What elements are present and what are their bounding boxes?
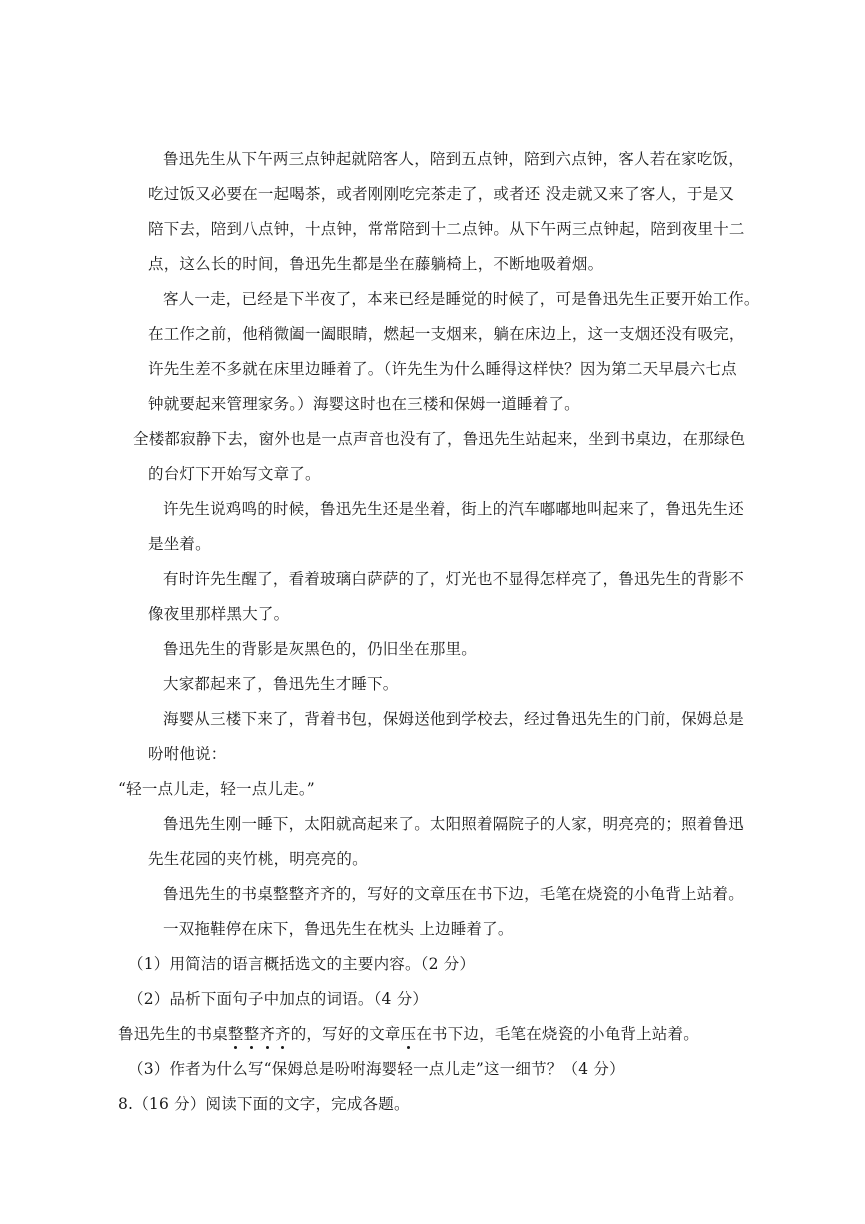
- question-2: （2）品析下面句子中加点的词语。（4 分）: [128, 990, 429, 1008]
- text-line: 先生花园的夹竹桃，明亮亮的。: [148, 850, 368, 868]
- text-line: 鲁迅先生的书桌整整齐齐的，写好的文章压在书下边，毛笔在烧瓷的小龟背上站着。: [163, 885, 744, 903]
- text-line: 有时许先生醒了，看着玻璃白萨萨的了，灯光也不显得怎样亮了，鲁迅先生的背影不: [163, 570, 744, 588]
- sentence-part: 在书下边，毛笔在烧瓷的小龟背上站着。: [416, 1025, 699, 1043]
- text-line: 陪下去，陪到八点钟，十点钟，常常陪到十二点钟。从下午两三点钟起，陪到夜里十二: [148, 220, 745, 238]
- text-line: 的台灯下开始写文章了。: [148, 465, 321, 483]
- quoted-line: “轻一点儿走，轻一点儿走。”: [118, 780, 315, 798]
- text-line: 是坐着。: [148, 535, 211, 553]
- text-line: 吩咐他说：: [148, 745, 227, 763]
- question-8-heading: 8.（16 分）阅读下面的文字，完成各题。: [118, 1095, 410, 1113]
- emphasized-char: 齐: [275, 1022, 291, 1044]
- text-line: 鲁迅先生刚一睡下，太阳就高起来了。太阳照着隔院子的人家，明亮亮的；照着鲁迅: [163, 815, 744, 833]
- text-line: 钟就要起来管理家务。）海婴这时也在三楼和保姆一道睡着了。: [148, 395, 580, 413]
- text-line: 在工作之前，他稍微阖一阖眼睛，燃起一支烟来，躺在床边上，这一支烟还没有吸完，: [148, 325, 745, 343]
- question-3: （3）作者为什么写“保姆总是吩咐海婴轻一点儿走”这一细节？（4 分）: [128, 1060, 625, 1078]
- emphasized-char: 整: [228, 1022, 244, 1044]
- text-line: 许先生差不多就在床里边睡着了。（许先生为什么睡得这样快？因为第二天早晨六七点: [148, 360, 737, 378]
- question-2-sentence: [118, 1022, 699, 1044]
- emphasis-dot: [407, 1046, 410, 1049]
- emphasis-dot: [266, 1046, 269, 1049]
- text-line: 许先生说鸡鸣的时候，鲁迅先生还是坐着，街上的汽车嘟嘟地叫起来了，鲁迅先生还: [163, 500, 744, 518]
- text-line: 客人一走，已经是下半夜了，本来已经是睡觉的时候了，可是鲁迅先生正要开始工作。: [163, 290, 760, 308]
- text-line: 鲁迅先生从下午两三点钟起就陪客人，陪到五点钟，陪到六点钟，客人若在家吃饭，: [163, 150, 744, 168]
- text-line: 大家都起来了，鲁迅先生才睡下。: [163, 675, 399, 693]
- text-line: 一双拖鞋停在床下，鲁迅先生在枕头 上边睡着了。: [163, 920, 514, 938]
- emphasis-dot: [250, 1046, 253, 1049]
- question-1: （1）用简洁的语言概括选文的主要内容。（2 分）: [128, 955, 476, 973]
- text-line: 全楼都寂静下去，窗外也是一点声音也没有了，鲁迅先生站起来，坐到书桌边，在那绿色: [133, 430, 746, 448]
- emphasis-dot: [281, 1046, 284, 1049]
- emphasized-char: 压: [401, 1022, 417, 1044]
- text-line: 吃过饭又必要在一起喝茶，或者刚刚吃完茶走了，或者还 没走就又来了客人，于是又: [148, 185, 735, 203]
- text-line: 海婴从三楼下来了，背着书包，保姆送他到学校去，经过鲁迅先生的门前，保姆总是: [163, 710, 744, 728]
- text-line: 鲁迅先生的背影是灰黑色的，仍旧坐在那里。: [163, 640, 478, 658]
- emphasis-dot: [234, 1046, 237, 1049]
- emphasized-char: 整: [244, 1022, 260, 1044]
- sentence-part: 鲁迅先生的书桌: [118, 1025, 228, 1043]
- emphasized-char: 齐: [259, 1022, 275, 1044]
- sentence-part: 的，写好的文章: [290, 1025, 401, 1043]
- text-line: 点，这么长的时间，鲁迅先生都是坐在藤躺椅上，不断地吸着烟。: [148, 255, 604, 273]
- text-line: 像夜里那样黑大了。: [148, 605, 290, 623]
